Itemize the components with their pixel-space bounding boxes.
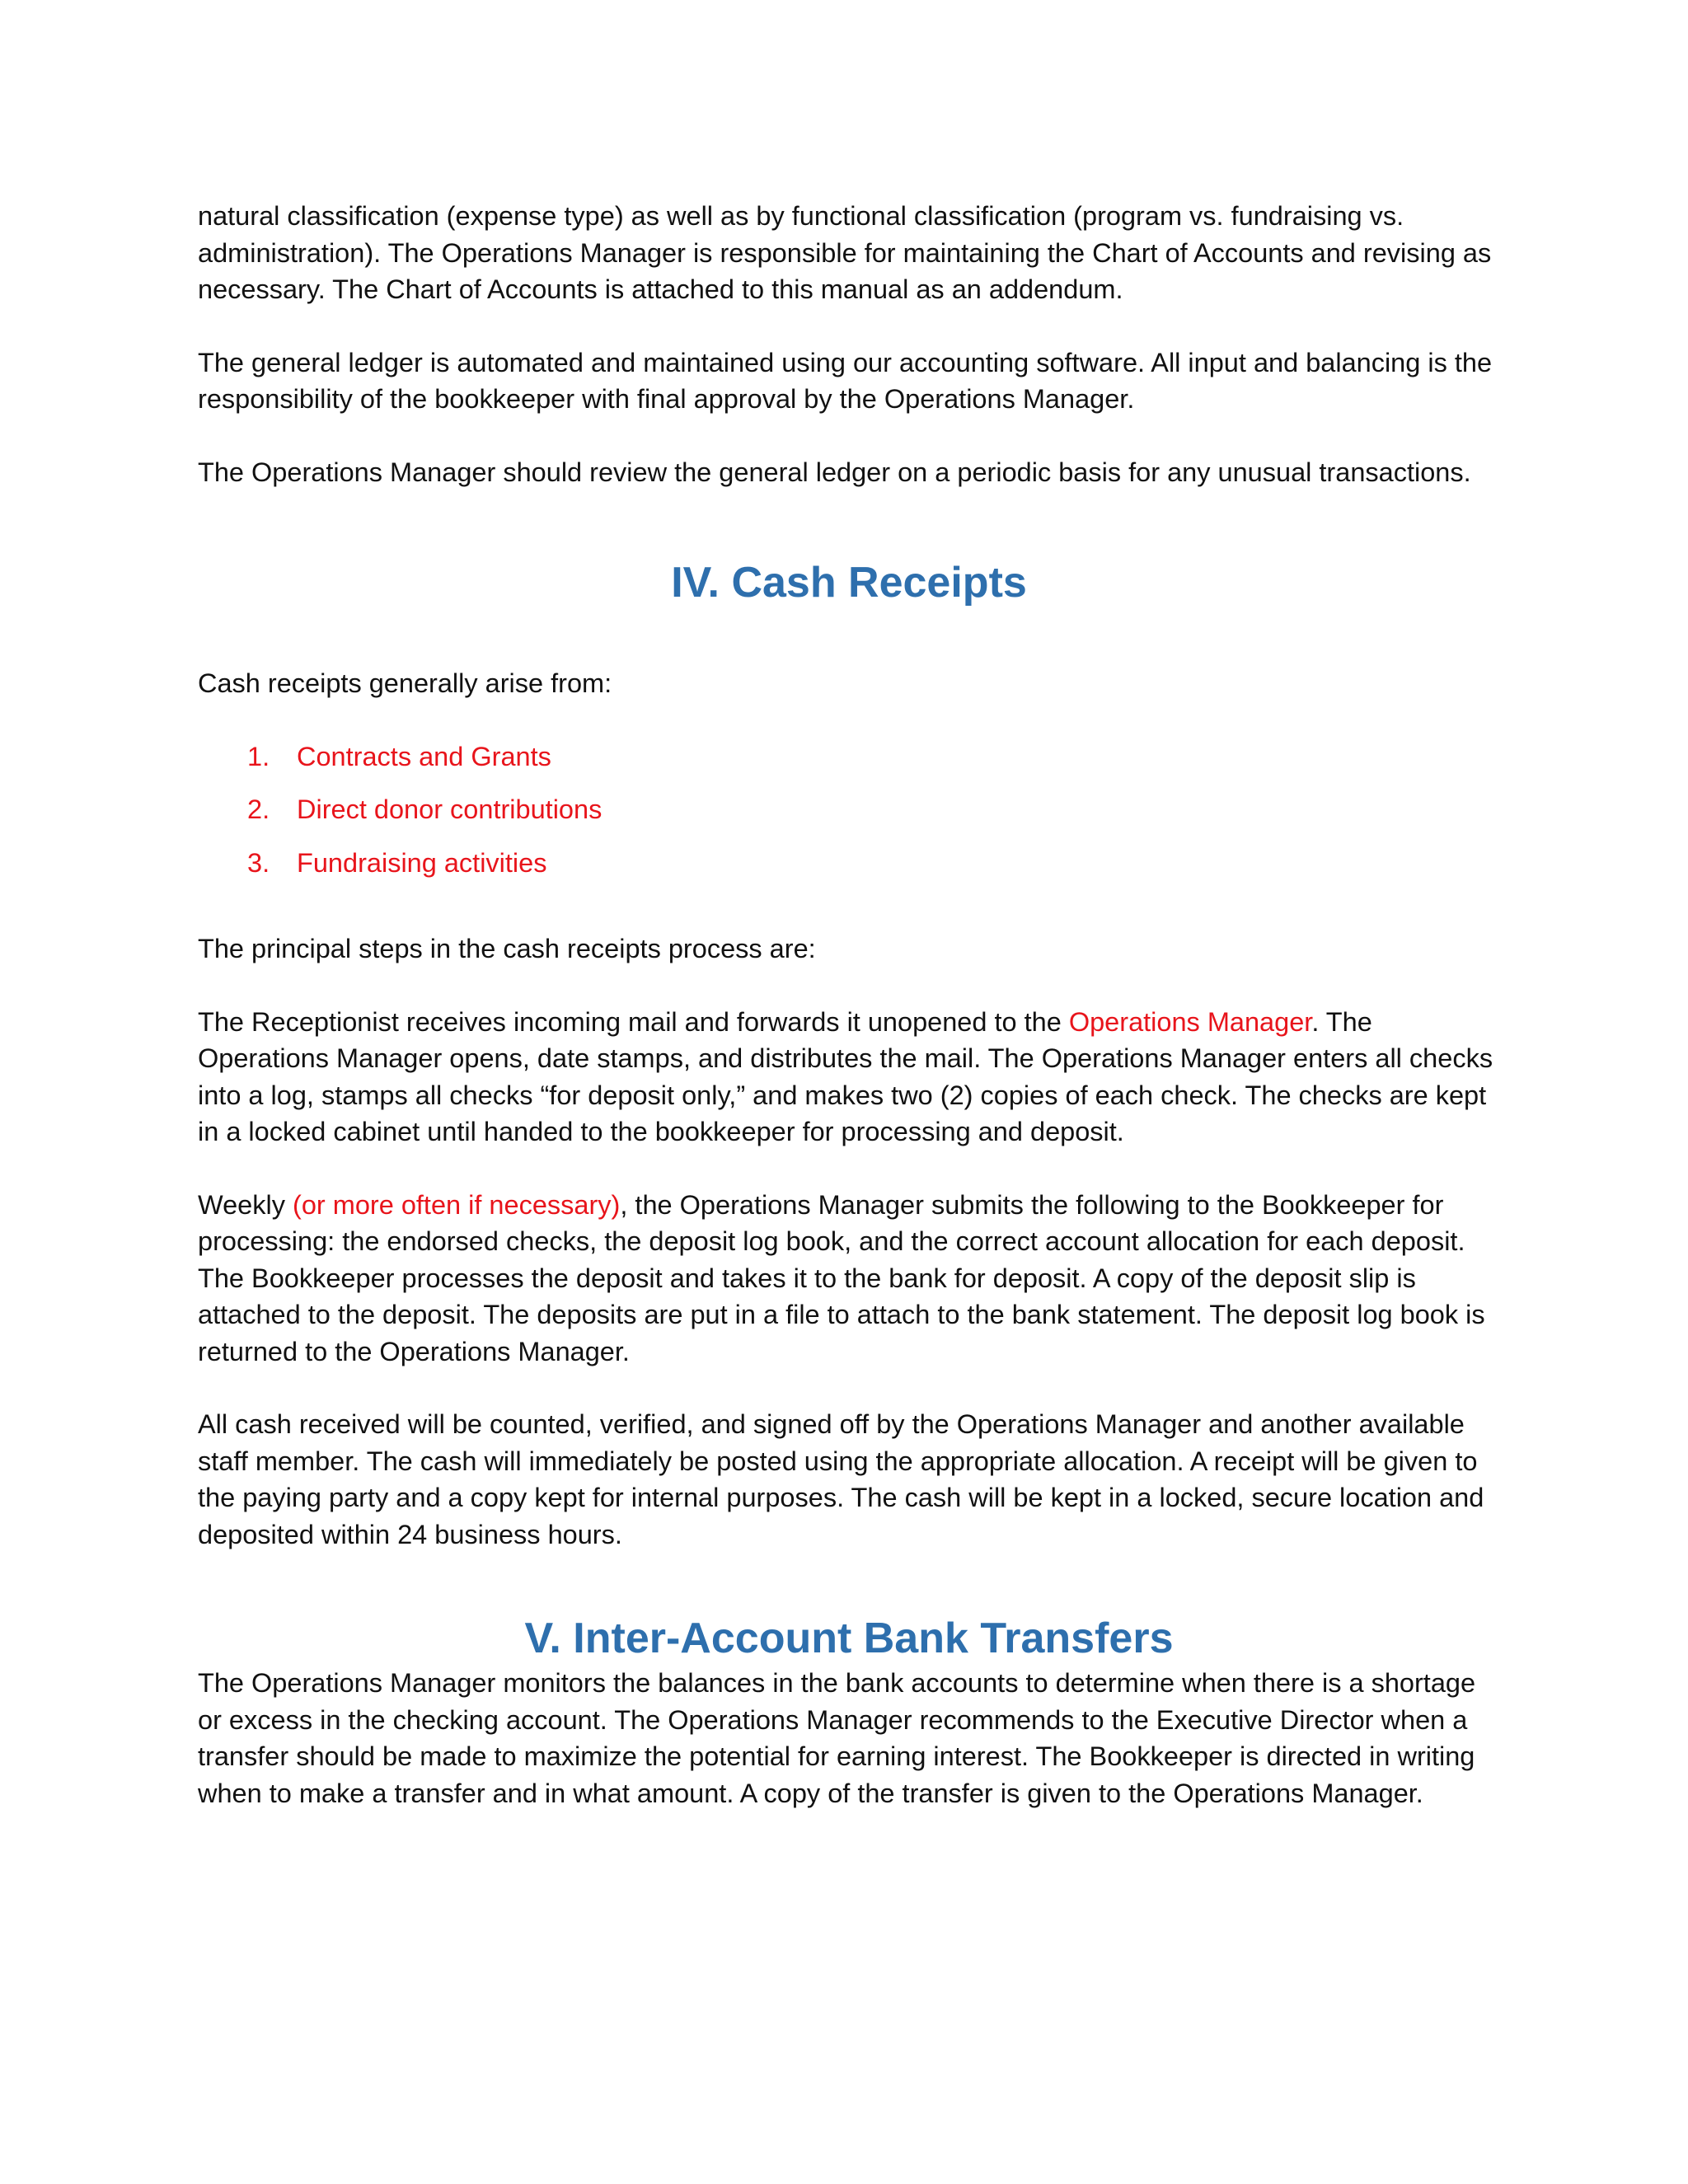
paragraph-weekly-submission [198,1187,1500,1371]
list-item-number: 1. [247,741,270,771]
paragraph-text: Weekly [198,1189,293,1220]
paragraph-cash-handling: All cash received will be counted, verified, and signed off by the Operations Manager and another available staff member. The cash will immediately be posted using the appropriate allocation. A receipt will be given to the paying party and a copy kept for internal purposes. The cash will be kept in a locked, secure location and deposited within 24 business hours. [198,1409,1484,1549]
list-item [198,791,1500,828]
list-item-label: Contracts and Grants [297,741,551,771]
list-item-label: Fundraising activities [297,847,547,878]
paragraph-bank-transfers: The Operations Manager monitors the balances in the bank accounts to determine when there is a shortage or excess in the checking account. The Operations Manager recommends to the Executive Director when a transfer should be made to maximize the potential for earning interest. The Bookkeeper is directed in writing when to make a transfer and in what amount. A copy of the transfer is given to the Operations Manager. [198,1668,1476,1808]
paragraph-chart-of-accounts: natural classification (expense type) as well as by functional classification (program vs. fundraising vs. administration). The Operations Manager is responsible for maintaining the Chart of Accounts and revising as necessary. The Chart of Accounts is attached to this manual as an addendum. [198,201,1492,304]
paragraph-general-ledger: The general ledger is automated and maintained using our accounting software. All input and balancing is the responsibility of the bookkeeper with final approval by the Operations Manager. [198,347,1493,414]
paragraph-text: . The Operations Manager opens, date stamps, and distributes the mail. The Operations Manager enters all checks into a log, stamps all checks “for deposit only,” and makes two (2) copies of each check. The checks are kept in a locked cabinet until handed to the bookkeeper for processing and deposit. [198,1006,1493,1146]
heading-cash-receipts: IV. Cash Receipts [671,559,1027,607]
document-page [198,198,1500,1811]
list-item-number: 3. [247,847,270,878]
list-item-label: Direct donor contributions [297,794,603,824]
paragraph-cash-receipts-lead: Cash receipts generally arise from: [198,668,612,698]
paragraph-steps-lead: The principal steps in the cash receipts process are: [198,934,816,963]
paragraph-text: The Receptionist receives incoming mail and forwards it unopened to the [198,1006,1069,1037]
list-item-number: 2. [247,794,270,824]
highlighted-text: (or more often if necessary) [293,1189,621,1220]
list-item [198,845,1500,882]
cash-receipts-source-list [198,738,1500,882]
paragraph-receptionist [198,1004,1500,1151]
paragraph-text: , the Operations Manager submits the following to the Bookkeeper for processing: the endorsed checks, the deposit log book, and the correct account allocation for each deposit. The Bookkeeper processes the deposit and takes it to the bank for deposit. A copy of the deposit slip is attached to the deposit. The deposits are put in a file to attach to the bank statement. The deposit log book is returned to the Operations Manager. [198,1189,1485,1366]
highlighted-text: Operations Manager [1068,1006,1312,1037]
paragraph-ledger-review: The Operations Manager should review the general ledger on a periodic basis for any unusual transactions. [198,457,1471,487]
list-item [198,738,1500,776]
heading-bank-transfers: V. Inter-Account Bank Transfers [524,1615,1174,1662]
